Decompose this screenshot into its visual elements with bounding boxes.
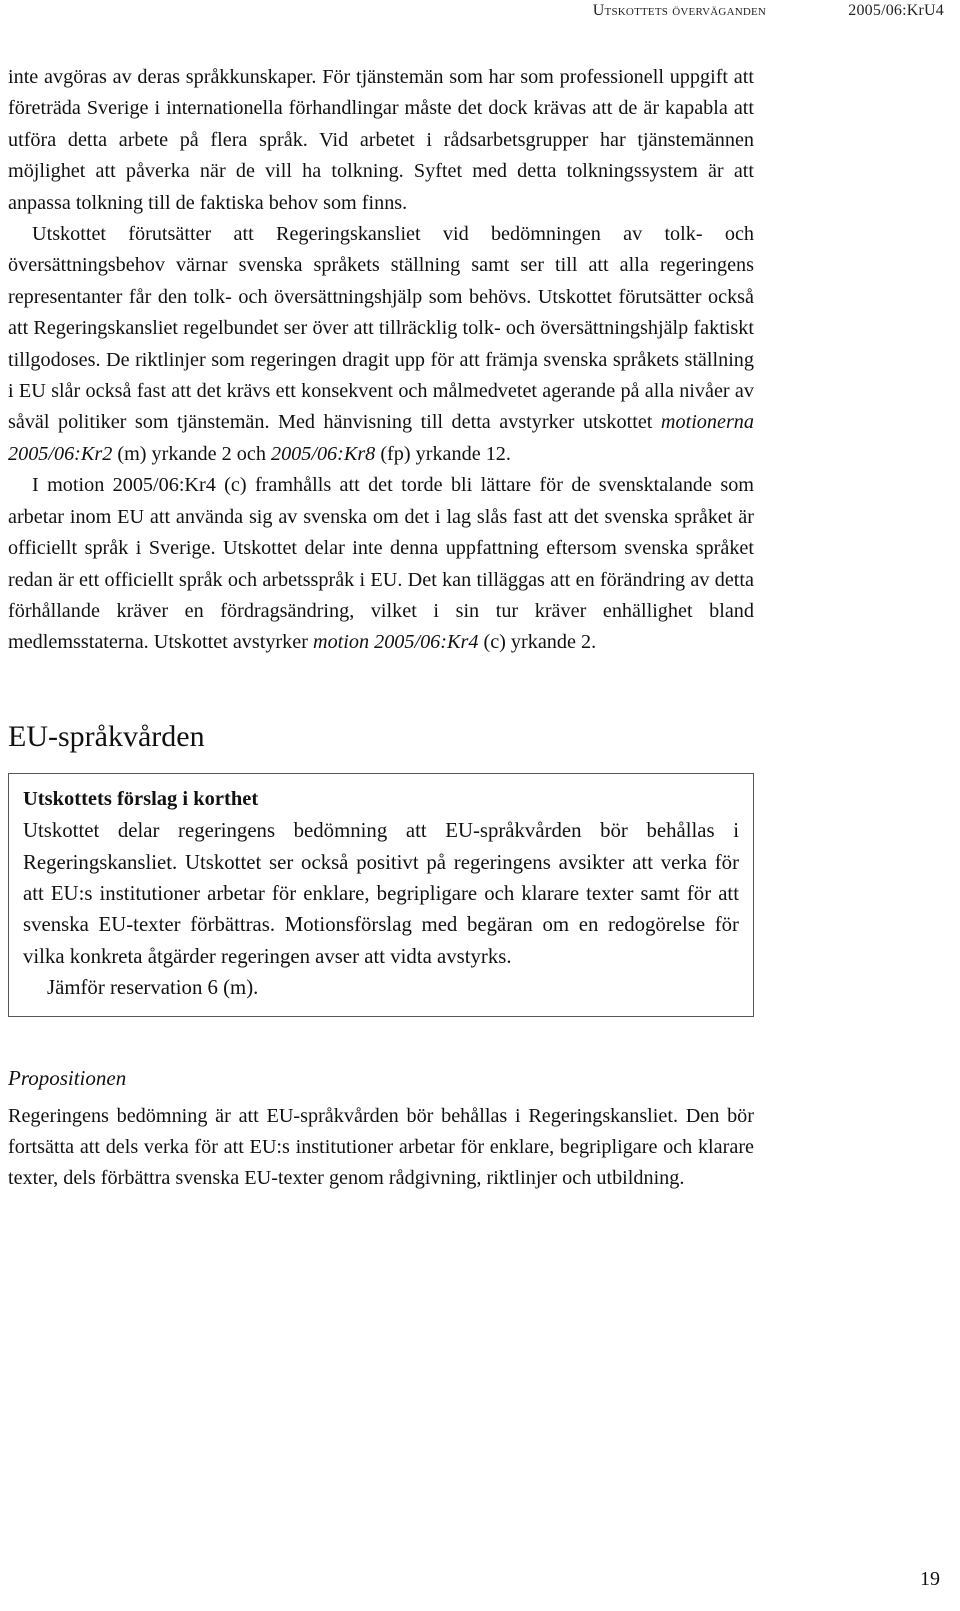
summary-box-title: Utskottets förslag i korthet [23, 787, 259, 810]
paragraph-2 [8, 219, 754, 470]
paragraph-3-end: (c) yrkande 2. [478, 631, 597, 654]
subsection-paragraph: Regeringens bedömning är att EU-språkvården bör behållas i Regeringskansliet. Den bör fortsätta att dels verka för att EU:s institutioner arbetar för enklare, begripligare och klarare texter, dels förbättra svenska EU-texter genom rådgivning, riktlinjer och utbildning. [8, 1104, 754, 1190]
paragraph-3 [8, 470, 754, 658]
running-header-section: Utskottets överväganden [592, 2, 767, 19]
running-header [593, 2, 944, 20]
motion-reference-kr4: motion 2005/06:Kr4 [312, 631, 479, 654]
motion-reference-kr2: motionerna 2005/06:Kr2 [8, 411, 754, 465]
paragraph-1: inte avgöras av deras språkkunskaper. För tjänstemän som har som professionell uppgift att företräda Sverige i internationella förhandlingar måste det dock krävas att de är kapabla att utföra detta arbete på flera språk. Vid arbetet i rådsarbetsgrupper har tjänstemännen möjlighet att påverka när de vill ha tolkning. Syftet med detta tolkningssystem är att anpassa tolkning till de faktiska behov som finns. [8, 66, 754, 214]
paragraph-2-mid: (m) yrkande 2 och [112, 442, 271, 465]
summary-box-text: Utskottet delar regeringens bedömning att EU-språkvården bör behållas i Regeringskansliet. Utskottet ser också positivt på regeringens avsikter att verka för att EU:s institutioner arbetar för enklare, begripligare och klarare texter samt för att svenska EU-texter förbättras. Motionsförslag med begäran om en redogörelse för vilka konkreta åtgärder regeringen avser att vidta avstyrks. [23, 819, 739, 968]
motion-reference-kr8: 2005/06:Kr8 [270, 442, 376, 465]
paragraph-3-text: I motion 2005/06:Kr4 (c) framhålls att det torde bli lättare för de svensktalande som arbetar inom EU att använda sig av svenska om det i lag slås fast att det svenska språket är officiellt språk i Sverige. Utskottet delar inte denna uppfattning eftersom svenska språket redan är ett officiellt språk och arbetsspråk i EU. Det kan tilläggas att en förändring av detta förhållande kräver en fördragsändring, vilket i sin tur kräver enhällighet bland medlemsstaterna. Utskottet avstyrker [8, 474, 754, 654]
reservation-note: Jämför reservation 6 (m). [47, 976, 259, 1000]
page-number: 19 [920, 1568, 940, 1590]
subsection-heading: Propositionen [8, 1065, 127, 1090]
running-header-doc-id: 2005/06:KrU4 [848, 2, 944, 19]
section-heading: EU-språkvården [8, 719, 205, 753]
summary-box [8, 773, 754, 1017]
paragraph-2-end: (fp) yrkande 12. [375, 442, 511, 465]
page-body [8, 62, 754, 1195]
paragraph-2-text: Utskottet förutsätter att Regeringskansliet vid bedömningen av tolk- och översättningsbehov värnar svenska språkets ställning samt ser till att alla regeringens representanter får den tolk- och översättningshjälp som behövs. Utskottet förutsätter också att Regeringskansliet regelbundet ser över att tillräcklig tolk- och översättningshjälp faktiskt tillgodoses. De riktlinjer som regeringen dragit upp för att främja svenska språkets ställning i EU slår också fast att det krävs ett konsekvent och målmedvetet agerande på alla nivåer av såväl politiker som tjänstemän. Med hänvisning till detta avstyrker utskottet [8, 223, 754, 434]
